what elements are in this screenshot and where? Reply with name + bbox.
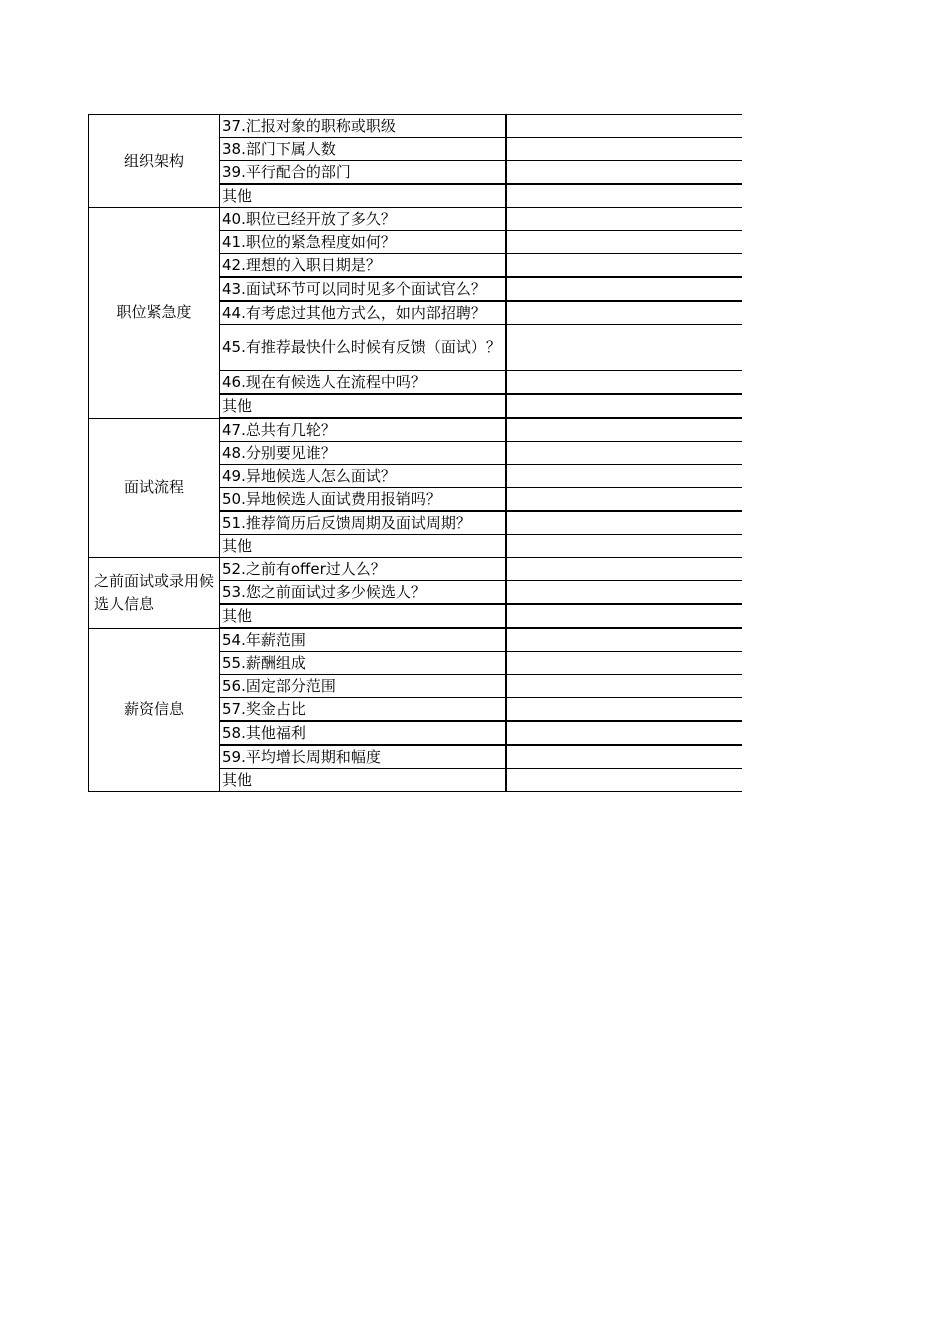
question-cell: 51.推荐简历后反馈周期及面试周期？ xyxy=(220,511,506,535)
answer-cell[interactable] xyxy=(506,628,742,652)
answer-cell[interactable] xyxy=(506,769,742,792)
answer-cell[interactable] xyxy=(506,138,742,161)
answer-cell[interactable] xyxy=(506,581,742,605)
question-cell: 56.固定部分范围 xyxy=(220,675,506,698)
category-cell: 面试流程 xyxy=(89,418,220,558)
question-cell: 其他 xyxy=(220,769,506,792)
question-cell: 53.您之前面试过多少候选人？ xyxy=(220,581,506,605)
answer-cell[interactable] xyxy=(506,277,742,301)
table-row xyxy=(89,115,742,138)
answer-cell[interactable] xyxy=(506,371,742,395)
question-cell: 39.平行配合的部门 xyxy=(220,161,506,185)
question-cell: 59.平均增长周期和幅度 xyxy=(220,745,506,769)
answer-cell[interactable] xyxy=(506,442,742,465)
answer-cell[interactable] xyxy=(506,535,742,558)
question-cell: 43.面试环节可以同时见多个面试官么？ xyxy=(220,277,506,301)
question-cell: 38.部门下属人数 xyxy=(220,138,506,161)
table-row xyxy=(89,208,742,231)
question-cell: 45.有推荐最快什么时候有反馈（面试）？ xyxy=(220,325,506,371)
question-cell: 54.年薪范围 xyxy=(220,628,506,652)
question-cell: 其他 xyxy=(220,184,506,208)
category-cell: 职位紧急度 xyxy=(89,208,220,419)
question-cell: 42.理想的入职日期是？ xyxy=(220,254,506,278)
category-cell: 之前面试或录用候选人信息 xyxy=(89,558,220,629)
answer-cell[interactable] xyxy=(506,231,742,254)
answer-cell[interactable] xyxy=(506,745,742,769)
question-cell: 37.汇报对象的职称或职级 xyxy=(220,115,506,138)
question-cell: 48.分别要见谁？ xyxy=(220,442,506,465)
question-cell: 其他 xyxy=(220,535,506,558)
category-cell: 组织架构 xyxy=(89,115,220,208)
answer-cell[interactable] xyxy=(506,254,742,278)
answer-cell[interactable] xyxy=(506,488,742,512)
question-cell: 55.薪酬组成 xyxy=(220,652,506,675)
answer-cell[interactable] xyxy=(506,394,742,418)
question-cell: 41.职位的紧急程度如何？ xyxy=(220,231,506,254)
table-row xyxy=(89,418,742,442)
table-row xyxy=(89,628,742,652)
question-cell: 52.之前有offer过人么？ xyxy=(220,558,506,581)
question-cell: 其他 xyxy=(220,604,506,628)
answer-cell[interactable] xyxy=(506,418,742,442)
category-cell: 薪资信息 xyxy=(89,628,220,792)
answer-cell[interactable] xyxy=(506,208,742,231)
question-cell: 44.有考虑过其他方式么，如内部招聘？ xyxy=(220,301,506,325)
question-cell: 57.奖金占比 xyxy=(220,698,506,722)
question-cell: 50.异地候选人面试费用报销吗？ xyxy=(220,488,506,512)
answer-cell[interactable] xyxy=(506,698,742,722)
answer-cell[interactable] xyxy=(506,325,742,371)
answer-cell[interactable] xyxy=(506,115,742,138)
answer-cell[interactable] xyxy=(506,301,742,325)
answer-cell[interactable] xyxy=(506,465,742,488)
answer-cell[interactable] xyxy=(506,652,742,675)
question-cell: 46.现在有候选人在流程中吗？ xyxy=(220,371,506,395)
answer-cell[interactable] xyxy=(506,184,742,208)
answer-cell[interactable] xyxy=(506,721,742,745)
question-cell: 其他 xyxy=(220,394,506,418)
table-row xyxy=(89,558,742,581)
answer-cell[interactable] xyxy=(506,558,742,581)
question-cell: 40.职位已经开放了多久？ xyxy=(220,208,506,231)
question-cell: 58.其他福利 xyxy=(220,721,506,745)
answer-cell[interactable] xyxy=(506,161,742,185)
answer-cell[interactable] xyxy=(506,604,742,628)
question-table xyxy=(88,114,742,792)
question-cell: 49.异地候选人怎么面试？ xyxy=(220,465,506,488)
answer-cell[interactable] xyxy=(506,511,742,535)
question-cell: 47.总共有几轮？ xyxy=(220,418,506,442)
answer-cell[interactable] xyxy=(506,675,742,698)
